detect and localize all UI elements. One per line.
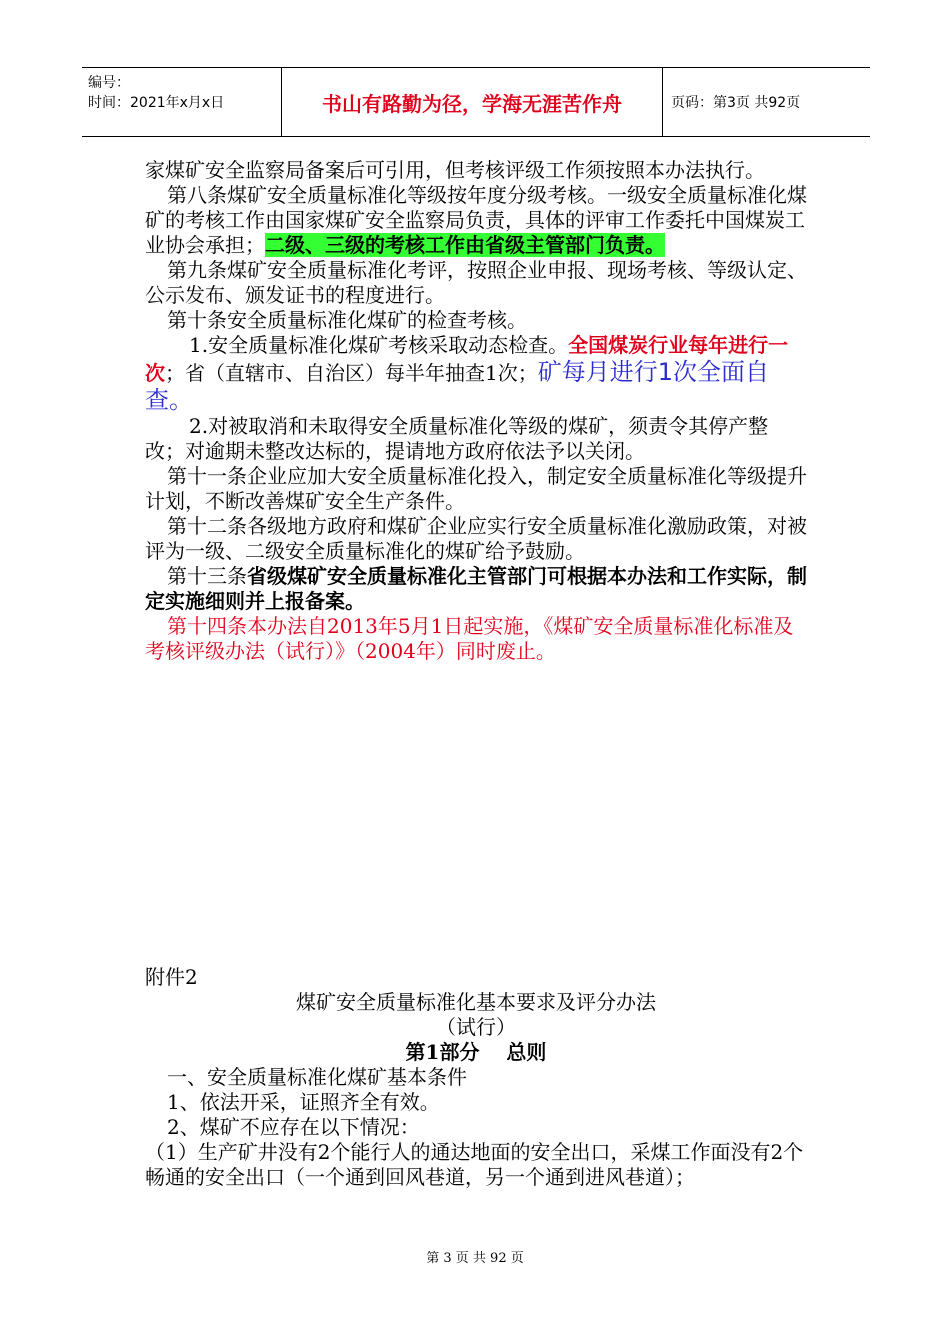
- text-run: ；省（直辖市、自治区）每半年抽查1次；: [165, 361, 538, 385]
- paragraph-article-13: [145, 564, 807, 614]
- paragraph-article-14: 第十四条本办法自2013年5月1日起实施，《煤矿安全质量标准化标准及考核评级办法（试行）》（2004年）同时废止。: [145, 614, 794, 663]
- section-heading: 一、安全质量标准化煤矿基本条件: [167, 1065, 467, 1089]
- time-label: 时间：2021年x月x日: [88, 95, 225, 111]
- paragraph-article-12: 第十二条各级地方政府和煤矿企业应实行安全质量标准化激励政策，对被评为一级、二级安全质量标准化的煤矿给予鼓励。: [145, 514, 807, 563]
- part-heading: 第1部分 总则: [405, 1040, 547, 1064]
- paragraph-item-1: [145, 333, 807, 414]
- bold-text: 省级煤矿安全质量标准化主管部门可根据本办法和工作实际，制定实施细则并上报备案。: [145, 564, 807, 613]
- paragraph: 家煤矿安全监察局备案后可引用，但考核评级工作须按照本办法执行。: [145, 158, 765, 182]
- paragraph-article-8: [145, 183, 807, 258]
- list-item: 1、依法开采，证照齐全有效。: [167, 1090, 440, 1114]
- paragraph-article-9: 第九条煤矿安全质量标准化考评，按照企业申报、现场考核、等级认定、公示发布、颁发证书的程度进行。: [145, 258, 807, 307]
- highlight-text: 二级、三级的考核工作由省级主管部门负责。: [265, 233, 665, 257]
- paragraph-article-11: 第十一条企业应加大安全质量标准化投入，制定安全质量标准化等级提升计划，不断改善煤矿安全生产条件。: [145, 464, 807, 513]
- attachment-label: 附件2: [145, 965, 198, 989]
- header-motto: 书山有路勤为径，学海无涯苦作舟: [282, 68, 663, 136]
- paragraph-article-10: 第十条安全质量标准化煤矿的检查考核。: [167, 308, 527, 332]
- attachment-title: 煤矿安全质量标准化基本要求及评分办法: [296, 990, 656, 1014]
- paragraph-item-2: 2.对被取消和未取得安全质量标准化等级的煤矿，须责令其停产整改；对逾期未整改达标的，提请地方政府依法予以关闭。: [145, 414, 769, 463]
- list-item: 2、煤矿不应存在以下情况：: [167, 1115, 420, 1139]
- attachment-section: [145, 965, 807, 1190]
- number-label: 编号：: [88, 75, 130, 91]
- header-page-info: 页码：第3页 共92页: [671, 95, 801, 111]
- attachment-subtitle: （试行）: [436, 1015, 516, 1039]
- text-run: 1.安全质量标准化煤矿考核采取动态检查。: [189, 333, 569, 357]
- document-body: [145, 158, 807, 664]
- page-footer: 第 3 页 共 92 页: [426, 1251, 524, 1266]
- header-meta: [82, 68, 282, 136]
- text-run: 第十三条: [167, 564, 247, 588]
- red-bold-text: 全国煤炭行业每年进行一次: [145, 333, 789, 385]
- blue-text: 矿每月进行1次全面自查。: [145, 358, 770, 414]
- page-header: [82, 67, 870, 137]
- text-run: 第八条煤矿安全质量标准化等级按年度分级考核。一级安全质量标准化煤矿的考核工作由国家煤矿安全监察局负责，具体的评审工作委托中国煤炭工业协会承担；: [145, 183, 807, 257]
- list-item: （1）生产矿井没有2个能行人的通达地面的安全出口，采煤工作面没有2个畅通的安全出口（一个通到回风巷道，另一个通到进风巷道）；: [145, 1140, 804, 1189]
